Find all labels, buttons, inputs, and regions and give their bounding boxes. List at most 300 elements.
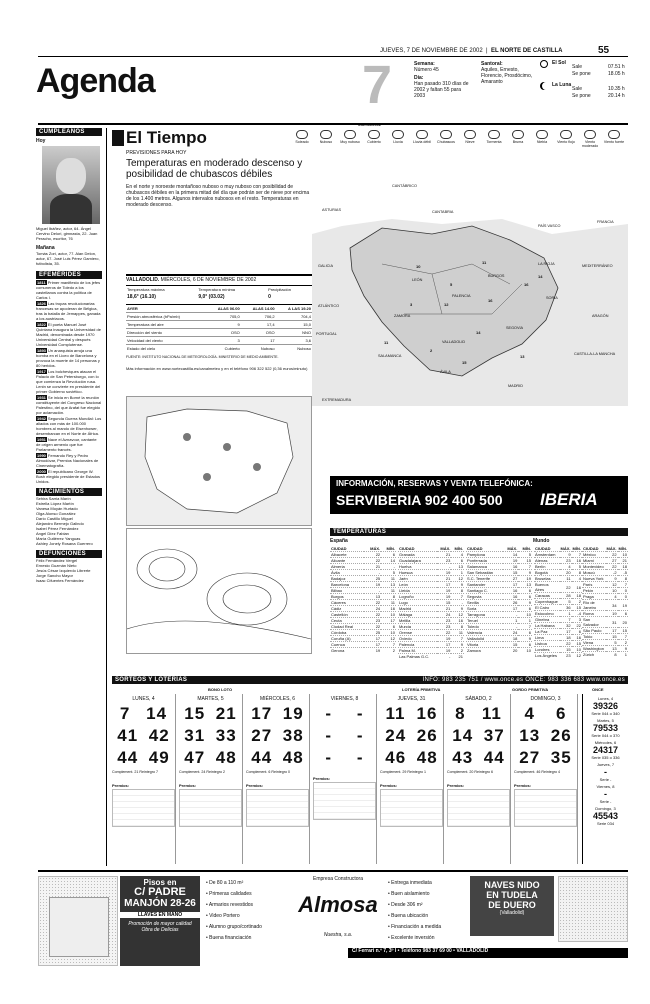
temp-header-cell: MÍN. (618, 546, 627, 551)
left-column (36, 128, 102, 583)
lottery-number-row (179, 748, 242, 768)
map-temp: 13 (520, 354, 525, 359)
temp-header-cell: MÁX. (440, 546, 451, 551)
temp-value: 6 (460, 558, 463, 563)
temp-value: - (515, 624, 518, 629)
temp-value: 13 (526, 582, 531, 587)
temp-value: 21 (445, 576, 451, 581)
temp-row (534, 582, 582, 593)
temp-value: 11 (390, 600, 395, 605)
temp-value: 16 (512, 564, 518, 569)
temp-value: 21 (445, 552, 451, 557)
temp-value: 20 (512, 648, 518, 653)
lottery-number: 44 (117, 748, 139, 767)
temp-city: Toledo (467, 624, 479, 629)
temp-value: 27 (612, 558, 617, 563)
temp-column (398, 546, 464, 659)
temp-city: Berlín (535, 564, 546, 569)
temp-value: 6 (392, 552, 395, 557)
efemeride-text: Se inicia en Borné la reunión constituyente del Congreso Nacional Palestino, del que Arafat fue elegido por aclamación. (36, 395, 102, 415)
isobar-map-svg (127, 529, 311, 653)
once-item (583, 762, 628, 782)
map-region-label: SORIA (546, 296, 558, 300)
temp-value: 17 (445, 582, 451, 587)
lottery-number: - (325, 748, 333, 767)
temp-value: 6 (578, 629, 581, 634)
hours-header: ALAS 14.00 (252, 306, 275, 311)
efemeride-year: 2000 (37, 469, 46, 474)
lottery-number-row (179, 704, 242, 724)
temp-city: México (583, 552, 596, 557)
lottery-number: 11 (481, 704, 502, 723)
lottery-complement: Complement. 46 Reintegro 4 (514, 770, 560, 774)
temp-city: Oviedo (399, 636, 412, 641)
map-region-label: SEGOVIA (506, 326, 524, 330)
once-number: 45543 (592, 811, 619, 821)
temp-value: 23 (445, 618, 451, 623)
hours-header: ALAS 06.00 (217, 306, 240, 311)
temp-value: 22 (612, 564, 617, 569)
defuncion-item: Félix Fernández Vergel (36, 558, 78, 563)
legend-label: Viento moderado (581, 140, 599, 148)
temp-value: 22 (566, 584, 571, 590)
nacimiento-item: Angel Díez Fabian (36, 531, 69, 536)
temp-value: 34 (612, 602, 617, 608)
temp-value: 6 (392, 624, 395, 629)
temp-value: 16 (512, 588, 518, 593)
temp-column (466, 546, 532, 653)
temp-city: Pekín (583, 588, 594, 593)
temp-header-cell: CIUDAD (535, 546, 551, 551)
legend-label: Viento fuerte (603, 140, 625, 144)
lottery-day (179, 694, 243, 864)
hours-row-value: 17 (270, 338, 275, 343)
temp-value: 19 (445, 588, 451, 593)
lottery-number: 15 (184, 704, 206, 723)
temp-value: 1 (568, 611, 571, 616)
map-region-label: FRANCIA (597, 220, 614, 224)
premios-table (313, 782, 376, 820)
temp-value: 15 (576, 641, 581, 646)
nacimiento-item: Vanesa Moyán Hurtado (36, 506, 78, 511)
temp-value: 8 (392, 594, 395, 599)
temp-city: Copenhague (535, 599, 558, 604)
once-item (583, 740, 628, 760)
once-serie: Serie 044 o 340 (591, 711, 620, 716)
lottery-number: 16 (416, 704, 438, 723)
once-label: ONCE (592, 687, 604, 692)
lottery-number-row (514, 748, 577, 768)
efemeride-item (36, 280, 102, 300)
lottery-number: 48 (282, 748, 304, 767)
weather-title: El Tiempo (126, 128, 207, 147)
lottery-number: 4 (524, 704, 535, 723)
station-hours (126, 304, 312, 352)
efemeride-year: 1931 (37, 395, 46, 400)
lottery-day-label: MIÉRCOLES, 6 (259, 696, 295, 702)
cumple-text: Miguel Ibáñez, actor, 64. Ángel Cervino Delori, gimnasta, 22. Juan Peracho, escritor, 76 (36, 226, 98, 241)
temp-value: 13 (390, 582, 395, 587)
temp-value: 9 (614, 576, 617, 581)
region-map (312, 164, 628, 406)
hours-row-value: 3,6 (305, 338, 311, 343)
legend-label: Niebla (536, 140, 548, 144)
legend-weather-icon (416, 130, 428, 139)
temp-header-cell: MÍN. (522, 546, 531, 551)
legend-item (386, 130, 410, 144)
lottery-number-row (514, 726, 577, 746)
once-day: Viernes, 8 (596, 784, 615, 789)
efemeride-year: 1942 (37, 416, 46, 421)
temp-value: 31 (612, 619, 617, 625)
temp-value: 23 (445, 558, 451, 563)
temp-city: El Cairo (535, 605, 550, 610)
lottery-number-row (380, 726, 443, 746)
almosa-feature: • Desde 306 m² (388, 902, 423, 908)
temp-value: 21 (445, 606, 451, 611)
gordo-label: GORDO PRIMITIVA (512, 687, 549, 692)
legend-weather-icon (320, 130, 332, 139)
lottery-number: 49 (148, 748, 170, 767)
lottery-heading: SORTEOS Y LOTERÍAS INFO: 983 235 751 / www.once.es ONCE: 983 336 683 www.once.es (112, 676, 628, 684)
efemeride-text: Segunda Guerra Mundial: Los aliados con más de 100.000 hombres al mando de Eisenhower, desembarcan en el Norte de África. (36, 416, 102, 436)
naves-ad[interactable]: NAVES NIDO EN TUDELA DE DUERO (Valladolid) (470, 876, 554, 936)
premios-table (112, 789, 175, 827)
pisos-ad[interactable]: Pisos en C/ PADRE MANJÓN 28-26 LLAVES EN MANO Promoción de mayor calidad Obra de Delicias (120, 876, 200, 966)
temp-city: Lugo (399, 600, 408, 605)
primitiva-label: LOTERÍA PRIMITIVA (402, 687, 441, 692)
lottery-number: 27 (251, 726, 273, 745)
premios-table (246, 789, 309, 827)
lottery-number: 17 (251, 704, 273, 723)
ads-strip (38, 870, 628, 970)
temp-value: 7 (460, 594, 463, 599)
temp-value: 7 (568, 617, 571, 622)
once-day: Martes, 5 (597, 718, 614, 723)
temp-city: Ginebra (535, 617, 550, 622)
temp-value: 8 (614, 652, 617, 657)
almosa-feature: • Buena ubicación (388, 913, 429, 919)
legend-weather-icon (488, 130, 500, 139)
temp-value: - (393, 564, 395, 569)
defunciones-list (36, 558, 102, 583)
hours-row-value: 705,0 (229, 314, 240, 319)
efemeride-year: 1917 (37, 369, 46, 374)
temp-value: 8 (460, 588, 463, 593)
almosa-logo: Almosa (298, 892, 378, 917)
temp-value: - (449, 654, 451, 659)
defuncion-item: Jorge Sancho Mayor (36, 573, 73, 578)
lottery-number-row (447, 748, 510, 768)
nacimiento-item: María Gutiérrez Yanguas (36, 536, 81, 541)
once-serie: Serie - (599, 799, 612, 804)
legend-label: Cubierto (367, 140, 381, 144)
temp-value: 6 (528, 594, 531, 599)
temp-value: 15 (526, 558, 531, 563)
temp-value: 19 (375, 648, 381, 653)
temp-value: - (515, 612, 518, 617)
lottery-number-row (447, 704, 510, 724)
temp-header-cell: CIUDAD (331, 546, 347, 551)
lottery-number: - (356, 748, 364, 767)
efemeride-year: 1893 (37, 348, 46, 353)
temp-value: -4 (577, 611, 581, 616)
station-name: VALLADOLID. (126, 277, 160, 283)
lottery-number: 43 (452, 748, 474, 767)
lottery-number: 8 (455, 704, 466, 723)
temp-value: 36 (566, 605, 571, 610)
legend-item (506, 130, 530, 144)
temp-value: - (378, 570, 381, 575)
efemeride-text: El poeta Manuel José Quintana inaugura la Universidad de Madrid, denominada desde 1970 Universidad Central y después Universidad Complutense. (36, 322, 101, 347)
lottery-number: 35 (550, 748, 572, 767)
almosa-feature: • Entrega inmediata (388, 880, 432, 886)
map-temp: 16 (488, 298, 493, 303)
almosa-ad[interactable]: Empresa Constructora Almosa Nuestra, s.a. (290, 876, 386, 966)
lottery-number-row (380, 748, 443, 768)
map-region-label: VALLADOLID (442, 340, 466, 344)
efemeride-year: 1811 (37, 280, 46, 285)
almosa-features (388, 880, 468, 946)
dateline: JUEVES, 7 DE NOVIEMBRE DE 2002 | EL NORTE DE CASTILLA (380, 48, 563, 54)
weather-title-bar (112, 130, 124, 146)
hours-row-value: 704,4 (300, 314, 311, 319)
premios-table (514, 789, 577, 827)
temp-value: 19 (445, 636, 451, 641)
temp-value: 15 (512, 570, 518, 575)
lottery-number: - (356, 726, 364, 745)
legend-weather-icon (464, 130, 476, 139)
temp-row (466, 648, 532, 654)
once-number: - (604, 789, 607, 799)
lottery-number: 19 (282, 704, 304, 723)
temp-value: 7 (392, 642, 395, 647)
temp-value: 5 (392, 570, 395, 575)
nacimiento-item: Sehira Sarria Marín (36, 496, 71, 501)
temp-value: 10 (612, 588, 617, 593)
almosa-feature: • Buen aislamiento (388, 891, 430, 897)
temp-value: 9 (624, 646, 627, 651)
lottery-number-row (447, 726, 510, 746)
nacimientos-list (36, 496, 102, 546)
temp-city: Gerona (331, 648, 345, 653)
temp-row (582, 600, 628, 611)
hours-row-label: Dirección del viento (127, 330, 162, 335)
temp-city: Tokio (583, 634, 593, 639)
page-number: 55 (598, 45, 610, 56)
iberia-ad[interactable] (330, 476, 628, 514)
lottery-premios: Premios: (313, 776, 331, 781)
temp-value: 19 (445, 648, 451, 653)
legend-label: Nieve (465, 140, 475, 144)
map-region-label: ATLÁNTICO (318, 304, 340, 308)
lottery-number: 46 (385, 748, 407, 767)
temp-city: Bruselas (535, 576, 551, 581)
weather-legend (290, 130, 628, 158)
temp-city: Caracas (535, 593, 550, 598)
lottery-number: 24 (385, 726, 407, 745)
temp-city: Alicante (331, 558, 346, 563)
iberia-line2: SERVIBERIA 902 400 500 (336, 492, 503, 508)
defuncion-item: Ernesto Guzmán Nieto (36, 563, 77, 568)
once-day: Miércoles, 6 (594, 740, 617, 745)
stat-value: 0 (268, 294, 271, 300)
hours-row-value: 9 (237, 322, 240, 327)
stat-header: Temperatura máxima (127, 287, 165, 292)
efemerides-heading: EFEMÉRIDES (36, 271, 102, 279)
temp-value: 4 (578, 576, 581, 581)
once-number: - (604, 767, 607, 777)
lottery-number: 11 (385, 704, 406, 723)
legend-label: Soleado (295, 140, 309, 144)
pisos-feature: • Video Portero (206, 913, 240, 919)
lottery-number: 48 (416, 748, 438, 767)
temp-value: 6 (528, 642, 531, 647)
temp-value: 2 (392, 648, 395, 653)
temp-value: 32 (566, 623, 571, 628)
date-block (358, 55, 404, 130)
lottery-number: 6 (556, 704, 567, 723)
temp-header-cell: MÍN. (386, 546, 395, 551)
temp-value: 25 (375, 576, 381, 581)
temp-value: 9 (528, 600, 531, 605)
once-item (583, 806, 628, 826)
legend-weather-icon (440, 130, 452, 139)
temp-value: 17 (512, 606, 518, 611)
lottery-number: 42 (148, 726, 170, 745)
pisos-feature: • Alumno grupo/cortinado (206, 924, 262, 930)
station-date: MIÉRCOLES, 6 DE NOVIEMBRE DE 2002 (160, 277, 257, 283)
lottery-number: 47 (184, 748, 206, 767)
temp-value: 7 (528, 564, 531, 569)
temp-header-cell: MÁX. (370, 546, 381, 551)
temp-value: 18 (576, 593, 581, 598)
lottery-number: - (325, 726, 333, 745)
temp-city: Huesca (399, 570, 413, 575)
map-region-label: CANTABRIA (432, 210, 454, 214)
temp-city: Bogotá (535, 570, 548, 575)
temp-value: 21 (458, 654, 463, 659)
temp-value: 16 (576, 558, 581, 563)
lottery-section (112, 676, 628, 864)
lottery-number: 7 (119, 704, 131, 723)
hours-row (126, 321, 312, 329)
map-region-label: BURGOS (488, 274, 505, 278)
temp-city: San Sebastián (467, 570, 494, 575)
temp-header-cell: MÍN. (572, 546, 581, 551)
temp-value: 1 (528, 618, 531, 623)
temp-value: 12 (458, 612, 463, 617)
pisos-feature: • Buena financiación (206, 935, 252, 941)
lottery-complement: Complement. 21 Reintegro 7 (112, 770, 158, 774)
temp-value: 7 (528, 624, 531, 629)
temp-city: Moscú (583, 570, 595, 575)
hours-row-value: OSO (230, 330, 240, 335)
weather-headline: Temperaturas en moderado descenso y posibilidad de chubascos débiles (126, 158, 303, 180)
map-region-label: ÁVILA (440, 370, 451, 374)
temp-city: León (399, 582, 408, 587)
temp-column (534, 546, 582, 658)
lottery-number-row (313, 748, 376, 768)
map-region-label: MEDITERRÁNEO (582, 264, 613, 268)
temp-value: 6 (528, 606, 531, 611)
lottery-number: 44 (251, 748, 273, 767)
temp-city: Castellón (331, 612, 348, 617)
legend-weather-icon (344, 130, 356, 139)
column-divider (106, 128, 107, 866)
temp-column (582, 546, 628, 657)
temp-value: 14 (512, 552, 518, 557)
map-region-label: CANTÁBRICO (392, 184, 417, 188)
map-region-label: PORTUGAL (316, 332, 337, 336)
temp-value: 4 (460, 552, 463, 557)
efemeride-year: 1822 (37, 322, 46, 327)
temp-city: São Paulo (583, 628, 602, 633)
temp-value: 17 (375, 642, 381, 647)
temp-city: La Habana (535, 623, 555, 628)
legend-weather-icon (608, 130, 620, 139)
sun-icon (540, 60, 548, 68)
defuncion-item: Jesús César Izquierdo Librerte (36, 568, 91, 573)
hours-row-value: 706,2 (264, 314, 275, 319)
lottery-number-row (112, 748, 175, 768)
temp-city: Almería (331, 564, 345, 569)
temp-value: 10 (390, 630, 395, 635)
map-region-label: PALENCIA (452, 294, 471, 298)
temps-heading: TEMPERATURAS (330, 528, 628, 536)
lottery-number: 38 (282, 726, 304, 745)
moon-icon (540, 82, 548, 90)
lottery-complement: Complement. 24 Reintegro 2 (179, 770, 225, 774)
efemeride-text: Un anarquista arroja una bomba en el Liceo de Barcelona y provoca la muerte de 14 personas y 80 heridos. (36, 348, 100, 368)
temp-city: Ciudad Real (331, 624, 354, 629)
temp-row (398, 654, 464, 660)
temp-city: Teruel (467, 618, 478, 623)
building-photo-2 (558, 876, 628, 942)
building-photo-1 (38, 876, 118, 966)
lottery-number: - (356, 704, 364, 723)
temp-city: Burgos (331, 594, 344, 599)
almosa-feature: • Financiación a medida (388, 924, 442, 930)
temp-value: 22 (375, 600, 381, 605)
temp-city: Atenas (535, 558, 548, 563)
temps-table (330, 546, 628, 666)
station-block (126, 274, 312, 371)
temp-value: 19 (445, 594, 451, 599)
once-day: Jueves, 7 (596, 762, 615, 767)
temp-value: 5 (578, 564, 581, 569)
temp-value: 28 (566, 593, 571, 598)
lottery-premios: Premios: (447, 783, 465, 788)
temp-value: 10 (576, 647, 581, 652)
map-region-label: EXTREMADURA (322, 398, 352, 402)
temp-city: Badajoz (331, 576, 346, 581)
premios-table (447, 789, 510, 827)
temp-city: Barcelona (331, 582, 350, 587)
legend-item (362, 130, 386, 144)
temp-city: Palencia (399, 642, 415, 647)
defunciones-heading: DEFUNCIONES (36, 550, 102, 558)
temp-header-cell: CIUDAD (583, 546, 599, 551)
temp-value: - (449, 564, 451, 569)
hours-row (126, 345, 312, 353)
stat-header: Temperatura mínima (198, 287, 236, 292)
map-region-label: CASTILLA-LA MANCHA (574, 352, 616, 356)
isobar-map (126, 528, 312, 654)
temp-header-cell: CIUDAD (467, 546, 483, 551)
temp-city: Cuenca (331, 642, 345, 647)
once-item (583, 718, 628, 738)
